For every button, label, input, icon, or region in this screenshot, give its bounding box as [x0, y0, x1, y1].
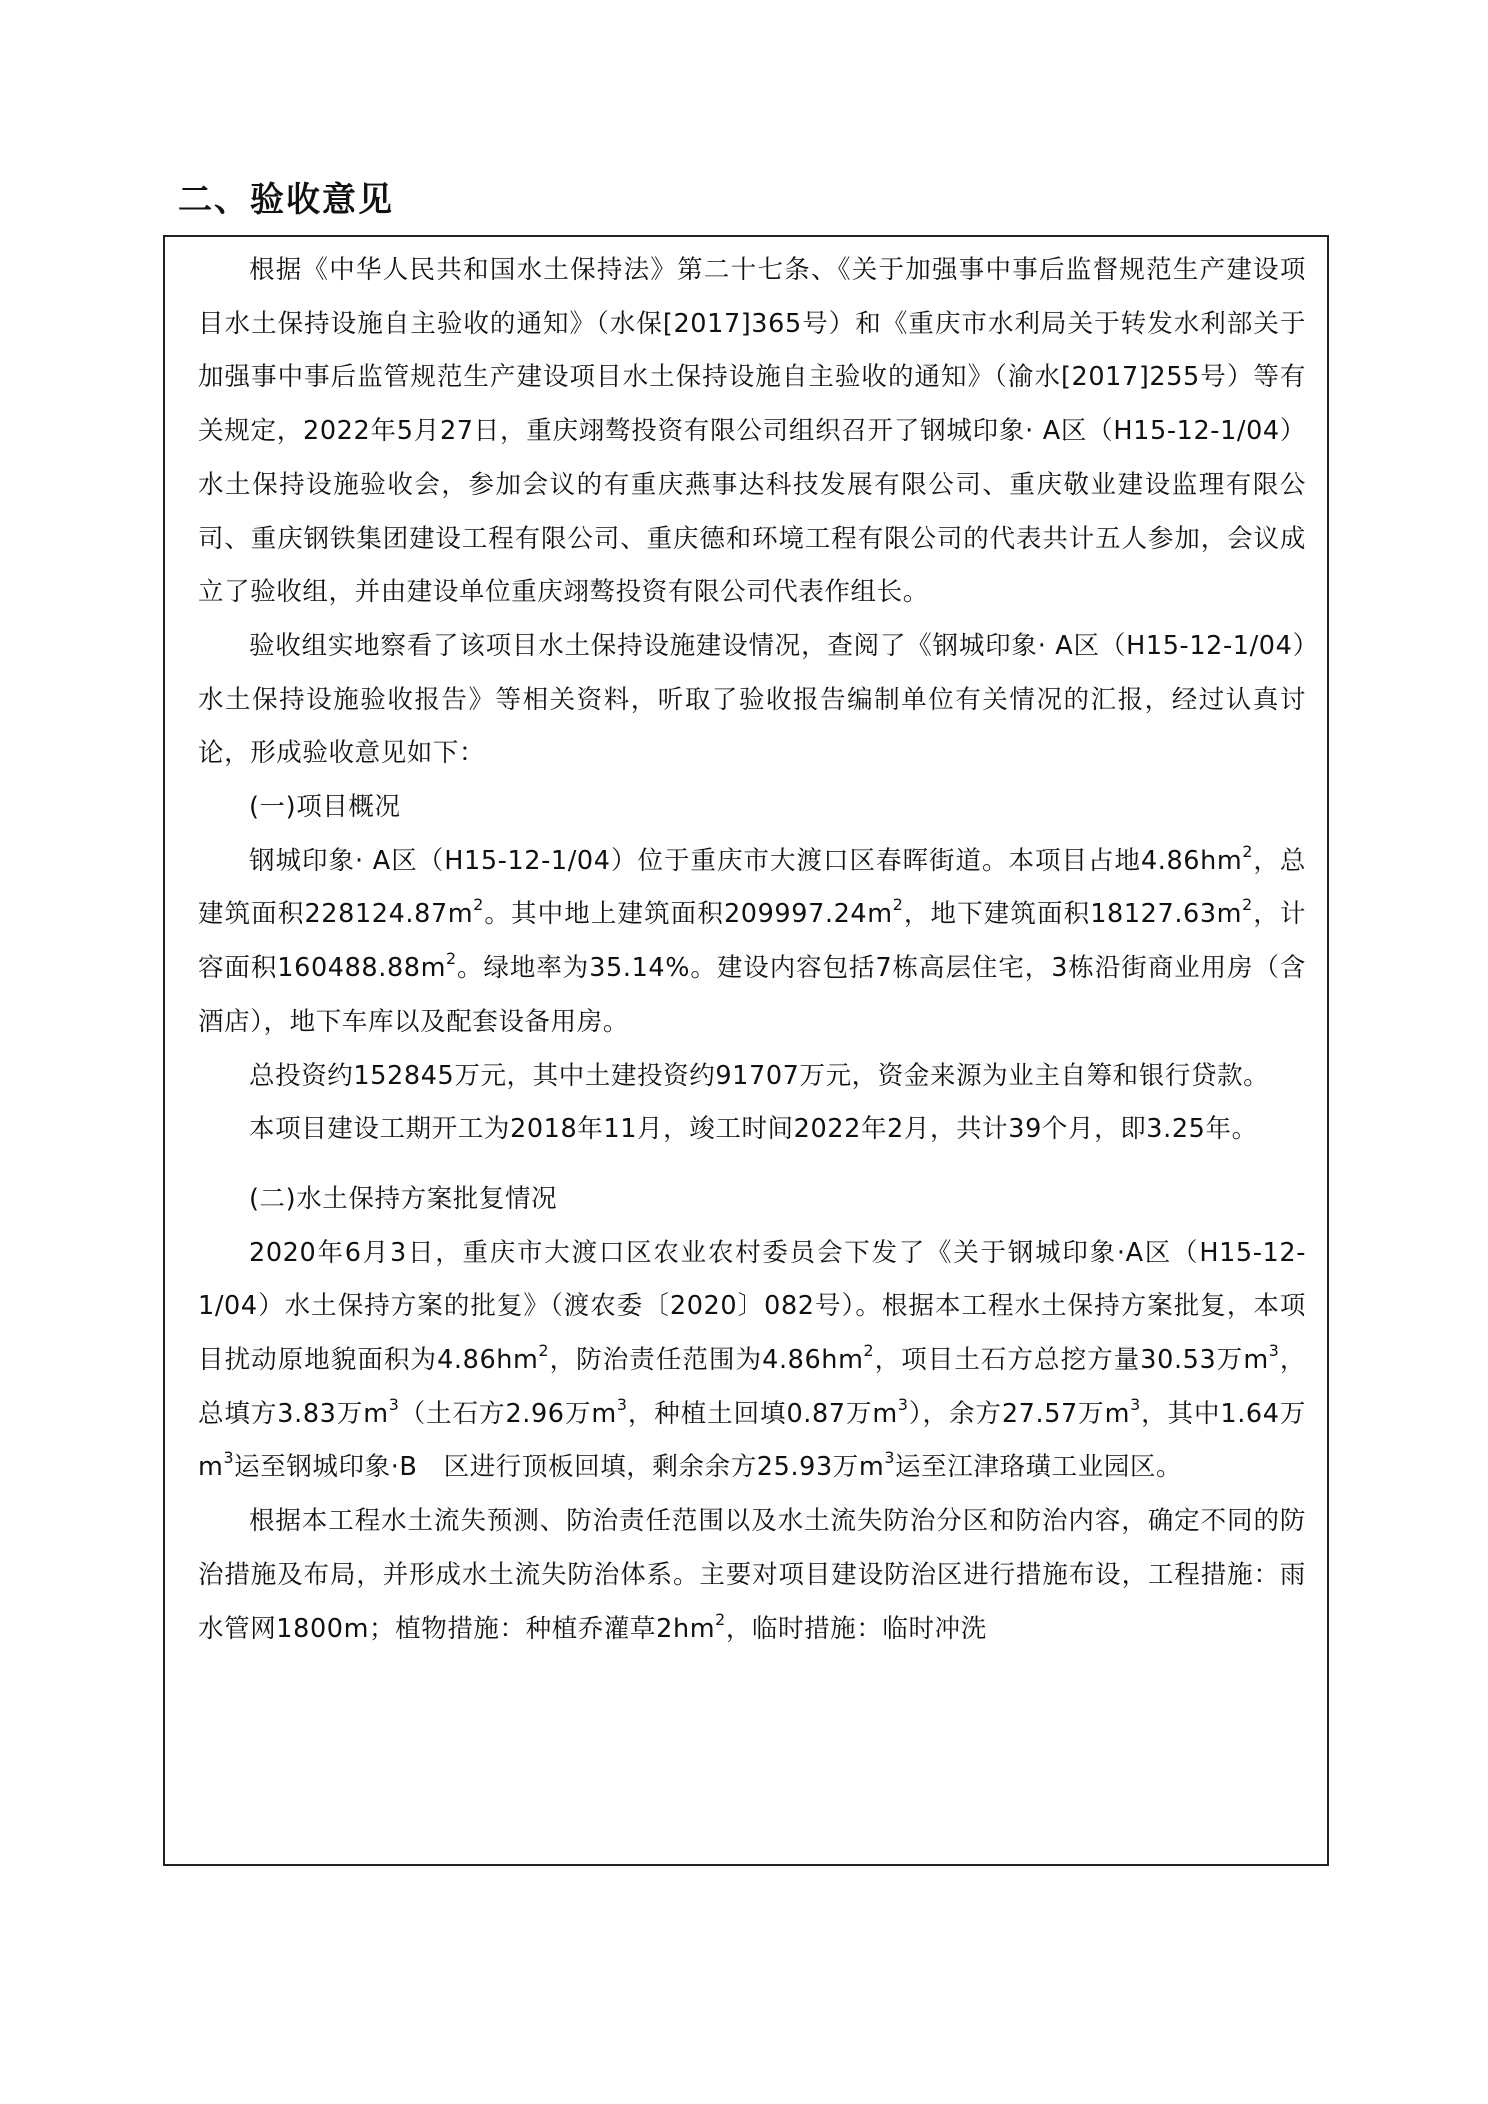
section-title: 二、验收意见 [178, 180, 394, 220]
paragraph-plan-approval: 2020年6月3日，重庆市大渡口区农业农村委员会下发了《关于钢城印象·A区（H15-12-1/04）水土保持方案的批复》（渡农委〔2020〕082号）。根据本工程水土保持方案批复，本项目扰动原地貌面积为$4.86hm^2$，防治责任范围为$4.86hm^2$，项目土石方总挖方量30.53万$m^3$，总填方3.83万$m^3$（土石方2.96万$m^3$，种植土回填0.87万$m^3$），余方27.57万$m^3$，其中1.64万$m^3$运至钢城印象·B 区进行顶板回填，剩余余方25.93万$m^3$运至江津珞璜工业园区。 [198, 1237, 1307, 1483]
paragraph-project-overview: 钢城印象· A区（H15-12-1/04）位于重庆市大渡口区春晖街道。本项目占地$4.86hm^2$，总建筑面积$228124.87m^2$。其中地上建筑面积$209997.24m^2$，地下建筑面积$18127.63m^2$，计容面积$160488.88m^2$。绿地率为35.14%。建设内容包括7栋高层住宅，3栋沿街商业用房（含酒店），地下车库以及配套设备用房。 [198, 841, 1307, 1037]
subheading-plan-approval: (二)水土保持方案批复情况 [249, 1183, 558, 1214]
paragraph-legal-basis: 根据《中华人民共和国水土保持法》第二十七条、《关于加强事中事后监督规范生产建设项目水土保持设施自主验收的通知》（水保[2017]365号）和《重庆市水利局关于转发水利部关于加强事中事后监管规范生产建设项目水土保持设施自主验收的通知》（渝水[2017]255号）等有关规定，2022年5月27日，重庆翊骜投资有限公司组织召开了钢城印象· A区（H15-12-1/04）水土保持设施验收会，参加会议的有重庆燕事达科技发展有限公司、重庆敬业建设监理有限公司、重庆钢铁集团建设工程有限公司、重庆德和环境工程有限公司的代表共计五人参加，会议成立了验收组，并由建设单位重庆翊骜投资有限公司代表作组长。 [198, 255, 1306, 608]
paragraph-investment: 总投资约152845万元，其中土建投资约91707万元，资金来源为业主自筹和银行贷款。 [249, 1060, 1270, 1091]
paragraph-inspection: 验收组实地察看了该项目水土保持设施建设情况，查阅了《钢城印象· A区（H15-12-1/04）水土保持设施验收报告》等相关资料，听取了验收报告编制单位有关情况的汇报，经过认真讨论，形成验收意见如下： [198, 630, 1306, 769]
opinion-content [198, 244, 1306, 1656]
paragraph-prevention-measures: 根据本工程水土流失预测、防治责任范围以及水土流失防治分区和防治内容，确定不同的防治措施及布局，并形成水土流失防治体系。主要对项目建设防治区进行措施布设，工程措施：雨水管网1800m；植物措施：种植乔灌草$2hm^2$，临时措施：临时冲洗 [198, 1506, 1306, 1644]
paragraph-construction-period: 本项目建设工期开工为2018年11月，竣工时间2022年2月，共计39个月，即3.25年。 [249, 1114, 1258, 1145]
subheading-project-overview: (一)项目概况 [249, 792, 401, 823]
